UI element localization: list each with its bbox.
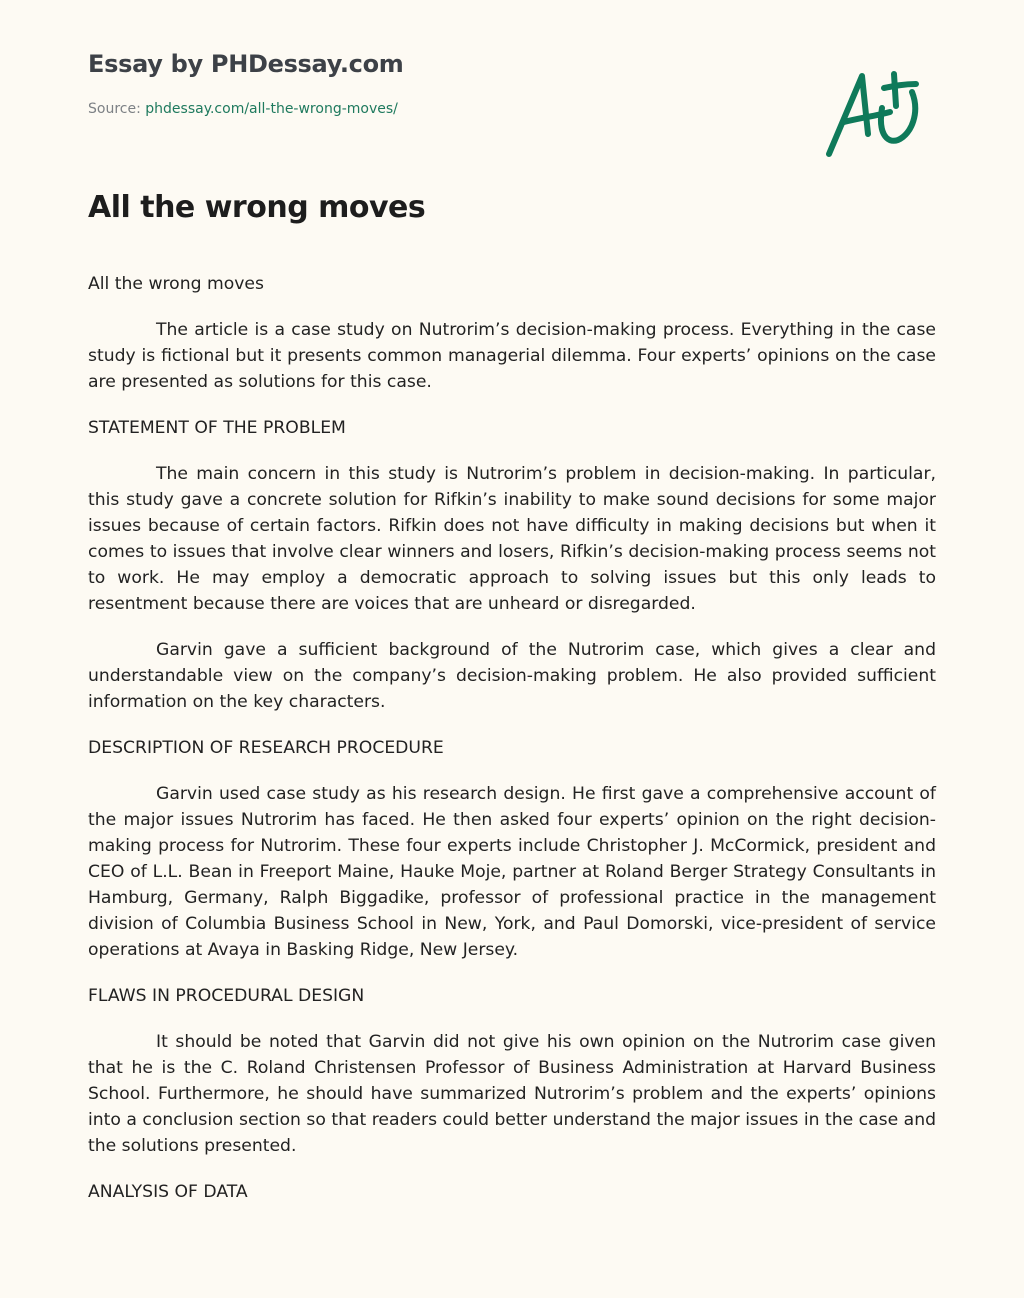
source-line (88, 101, 398, 117)
paragraph: The article is a case study on Nutrorim’s decision-making process. Everything in the case study is fictional but it presents common managerial dilemma. Four experts’ opinions on the case are presented as solutions for this case. (88, 320, 936, 392)
paragraph: It should be noted that Garvin did not give his own opinion on the Nutrorim case given that he is the C. Roland Christensen Professor of Business Administration at Harvard Business School. Furthermore, he should have summarized Nutrorim’s problem and the experts’ opinions into a conclusion section so that readers could better understand the major issues in the case and the solutions presented. (88, 1032, 936, 1156)
paragraph: Garvin gave a sufficient background of the Nutrorim case, which gives a clear and understandable view on the company’s decision-making problem. He also provided sufficient information on the key characters. (88, 640, 936, 712)
section-heading: ANALYSIS OF DATA (88, 1182, 248, 1202)
section-heading: DESCRIPTION OF RESEARCH PROCEDURE (88, 738, 444, 758)
a-plus-logo-icon (820, 62, 930, 162)
site-brand[interactable]: Essay by PHDessay.com (88, 50, 404, 78)
essay-body (88, 271, 936, 1225)
paragraph: The main concern in this study is Nutrorim’s problem in decision-making. In particular, this study gave a concrete solution for Rifkin’s inability to make sound decisions for some major issues because of certain factors. Rifkin does not have difficulty in making decisions but when it comes to issues that involve clear winners and losers, Rifkin’s decision-making process seems not to work. He may employ a democratic approach to solving issues but this only leads to resentment because there are voices that are unheard or disregarded. (88, 464, 936, 614)
section-heading: STATEMENT OF THE PROBLEM (88, 418, 346, 438)
page-title: All the wrong moves (88, 190, 426, 225)
section-heading: FLAWS IN PROCEDURAL DESIGN (88, 986, 365, 1006)
source-label: Source: (88, 101, 141, 117)
source-link[interactable]: phdessay.com/all-the-wrong-moves/ (145, 101, 398, 117)
paragraph: Garvin used case study as his research design. He first gave a comprehensive account of the major issues Nutrorim has faced. He then asked four experts’ opinion on the right decision-making process for Nutrorim. These four experts include Christopher J. McCormick, president and CEO of L.L. Bean in Freeport Maine, Hauke Moje, partner at Roland Berger Strategy Consultants in Hamburg, Germany, Ralph Biggadike, professor of professional practice in the management division of Columbia Business School in New, York, and Paul Domorski, vice-president of service operations at Avaya in Basking Ridge, New Jersey. (88, 784, 936, 960)
paragraph: All the wrong moves (88, 274, 264, 294)
